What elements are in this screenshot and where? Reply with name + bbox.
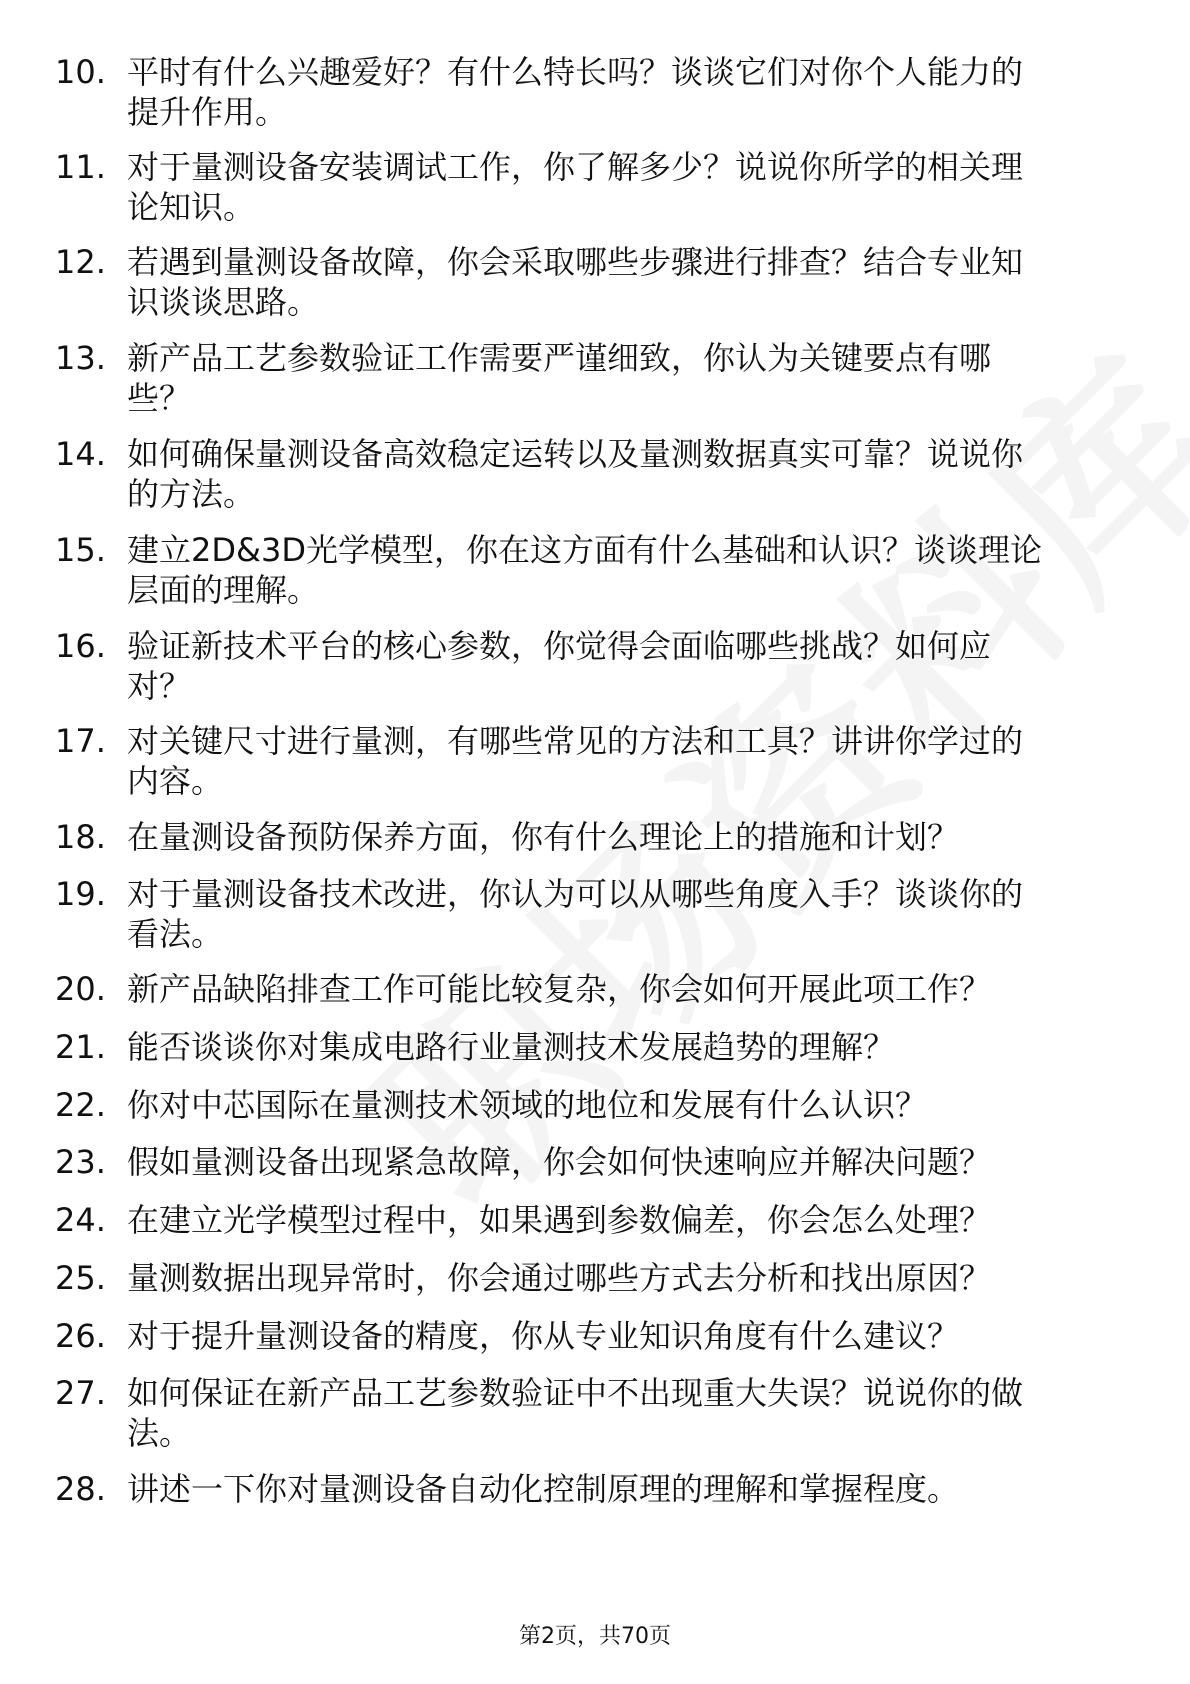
question-text: 新产品缺陷排查工作可能比较复杂，你会如何开展此项工作？ — [127, 970, 992, 1008]
question-text: 对于量测设备安装调试工作，你了解多少？说说你所学的相关理 论知识。 — [127, 148, 1024, 226]
question-number: 21. — [55, 1028, 106, 1066]
page-footer: 第2页，共70页 — [519, 1624, 671, 1649]
question-text: 如何确保量测设备高效稳定运转以及量测数据真实可靠？说说你 的方法。 — [127, 435, 1024, 513]
question-text: 假如量测设备出现紧急故障，你会如何快速响应并解决问题？ — [127, 1143, 992, 1181]
question-text: 在建立光学模型过程中，如果遇到参数偏差，你会怎么处理？ — [127, 1201, 992, 1239]
question-number: 22. — [55, 1086, 106, 1124]
question-number: 26. — [55, 1317, 106, 1355]
question-text: 能否谈谈你对集成电路行业量测技术发展趋势的理解？ — [127, 1028, 896, 1066]
question-text: 建立2D&3D光学模型，你在这方面有什么基础和认识？谈谈理论 层面的理解。 — [127, 531, 1042, 609]
question-number: 15. — [55, 531, 106, 569]
question-number: 11. — [55, 148, 106, 186]
question-text: 对于提升量测设备的精度，你从专业知识角度有什么建议？ — [127, 1317, 960, 1355]
question-text: 对关键尺寸进行量测，有哪些常见的方法和工具？讲讲你学过的 内容。 — [127, 722, 1024, 800]
question-number: 18. — [55, 818, 106, 856]
question-text: 你对中芯国际在量测技术领域的地位和发展有什么认识？ — [127, 1086, 928, 1124]
question-number: 17. — [55, 722, 106, 760]
question-text: 验证新技术平台的核心参数，你觉得会面临哪些挑战？如何应 对？ — [127, 627, 992, 705]
question-number: 10. — [55, 53, 106, 91]
question-text: 在量测设备预防保养方面，你有什么理论上的措施和计划？ — [127, 818, 960, 856]
question-text: 若遇到量测设备故障，你会采取哪些步骤进行排查？结合专业知 识谈谈思路。 — [127, 243, 1024, 321]
question-text: 量测数据出现异常时，你会通过哪些方式去分析和找出原因？ — [127, 1259, 992, 1297]
question-text: 新产品工艺参数验证工作需要严谨细致，你认为关键要点有哪 些？ — [127, 339, 992, 417]
question-number: 23. — [55, 1143, 106, 1181]
question-number: 19. — [55, 875, 106, 913]
question-text: 讲述一下你对量测设备自动化控制原理的理解和掌握程度。 — [127, 1470, 960, 1508]
question-text: 平时有什么兴趣爱好？有什么特长吗？谈谈它们对你个人能力的 提升作用。 — [127, 53, 1024, 131]
question-text: 如何保证在新产品工艺参数验证中不出现重大失误？说说你的做 法。 — [127, 1374, 1024, 1452]
question-number: 25. — [55, 1259, 106, 1297]
question-number: 20. — [55, 970, 106, 1008]
question-number: 28. — [55, 1470, 106, 1508]
question-number: 13. — [55, 339, 106, 377]
question-number: 27. — [55, 1374, 106, 1412]
question-text: 对于量测设备技术改进，你认为可以从哪些角度入手？谈谈你的 看法。 — [127, 875, 1024, 953]
question-number: 16. — [55, 627, 106, 665]
question-number: 14. — [55, 435, 106, 473]
question-number: 12. — [55, 243, 106, 281]
question-number: 24. — [55, 1201, 106, 1239]
